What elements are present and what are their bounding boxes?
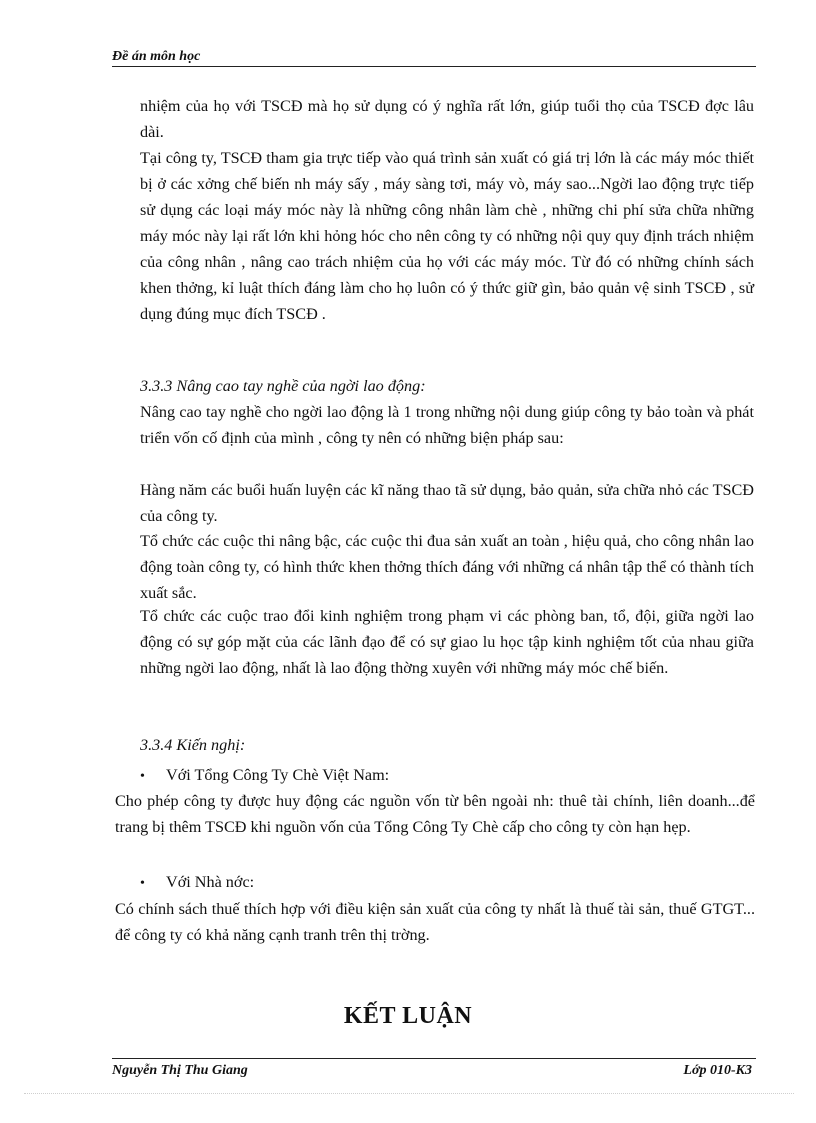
footer-class: Lớp 010-K3	[683, 1063, 752, 1078]
section-heading-3-3-3: 3.3.3 Nâng cao tay nghề của ngời lao động:	[140, 377, 426, 395]
paragraph-5: Tổ chức các cuộc thi nâng bậc, các cuộc thi đua sản xuất an toàn , hiệu quả, cho công nhân lao động toàn công ty, có hình thức khen thởng thích đáng với những cá nhân tập thể có thành tích xuất sắc.	[140, 532, 754, 602]
header-title: Đề án môn học	[112, 49, 201, 64]
footer-author: Nguyễn Thị Thu Giang	[112, 1063, 248, 1078]
bullet-item-1	[140, 762, 389, 790]
paragraph-7: Cho phép công ty được huy động các nguồn vốn từ bên ngoài nh: thuê tài chính, liên doanh...để trang bị thêm TSCĐ khi nguồn vốn của Tổng Công Ty Chè cấp cho công ty còn hạn hẹp.	[115, 792, 755, 836]
header-rule	[112, 66, 756, 67]
footer-rule	[112, 1058, 756, 1059]
paragraph-6: Tổ chức các cuộc trao đổi kinh nghiệm trong phạm vi các phòng ban, tổ, đội, giữa ngời lao động có sự góp mặt của các lãnh đạo để có sự giao lu học tập kinh nghiệm tốt của nhau giữa những ngời lao động, nhất là lao động thờng xuyên với những máy móc chế biến.	[140, 607, 754, 677]
paragraph-1: nhiệm của họ với TSCĐ mà họ sử dụng có ý nghĩa rất lớn, giúp tuổi thọ của TSCĐ đợc lâu dài.	[140, 97, 754, 141]
page-bottom-border	[24, 1093, 794, 1094]
bullet-icon: •	[140, 876, 145, 891]
paragraph-2: Tại công ty, TSCĐ tham gia trực tiếp vào quá trình sản xuất có giá trị lớn là các máy móc thiết bị ở các xởng chế biến nh máy sấy , máy sàng tơi, máy vò, máy sao...Ngời lao động trực tiếp sử dụng các loại máy móc này là những công nhân làm chè , những chi phí sửa chữa những máy móc này lại rất lớn khi hỏng hóc cho nên công ty có những nội quy quy định trách nhiệm của công nhân , nâng cao trách nhiệm của họ với các máy móc. Từ đó có những chính sách khen thởng, kỉ luật thích đáng làm cho họ luôn có ý thức giữ gìn, bảo quản vệ sinh TSCĐ , sử dụng đúng mục đích TSCĐ .	[140, 149, 754, 323]
paragraph-3: Nâng cao tay nghề cho ngời lao động là 1 trong những nội dung giúp công ty bảo toàn và phát triển vốn cố định của mình , công ty nên có những biện pháp sau:	[140, 403, 754, 447]
section-heading-3-3-4: 3.3.4 Kiến nghị:	[140, 736, 246, 754]
paragraph-4: Hàng năm các buổi huấn luyện các kĩ năng thao tã sử dụng, bảo quản, sửa chữa nhỏ các TSCĐ của công ty.	[140, 481, 754, 525]
page-header	[112, 48, 756, 66]
bullet-item-1-label: Với Tổng Công Ty Chè Việt Nam:	[166, 766, 390, 784]
paragraph-8: Có chính sách thuế thích hợp với điều kiện sản xuất của công ty nhất là thuế tài sản, thuế GTGT... để công ty có khả năng cạnh tranh trên thị trờng.	[115, 900, 755, 944]
bullet-item-2	[140, 869, 254, 897]
bullet-icon: •	[140, 769, 145, 784]
bullet-item-2-label: Với Nhà nớc:	[166, 873, 255, 891]
conclusion-heading: KẾT LUẬN	[343, 1003, 473, 1029]
